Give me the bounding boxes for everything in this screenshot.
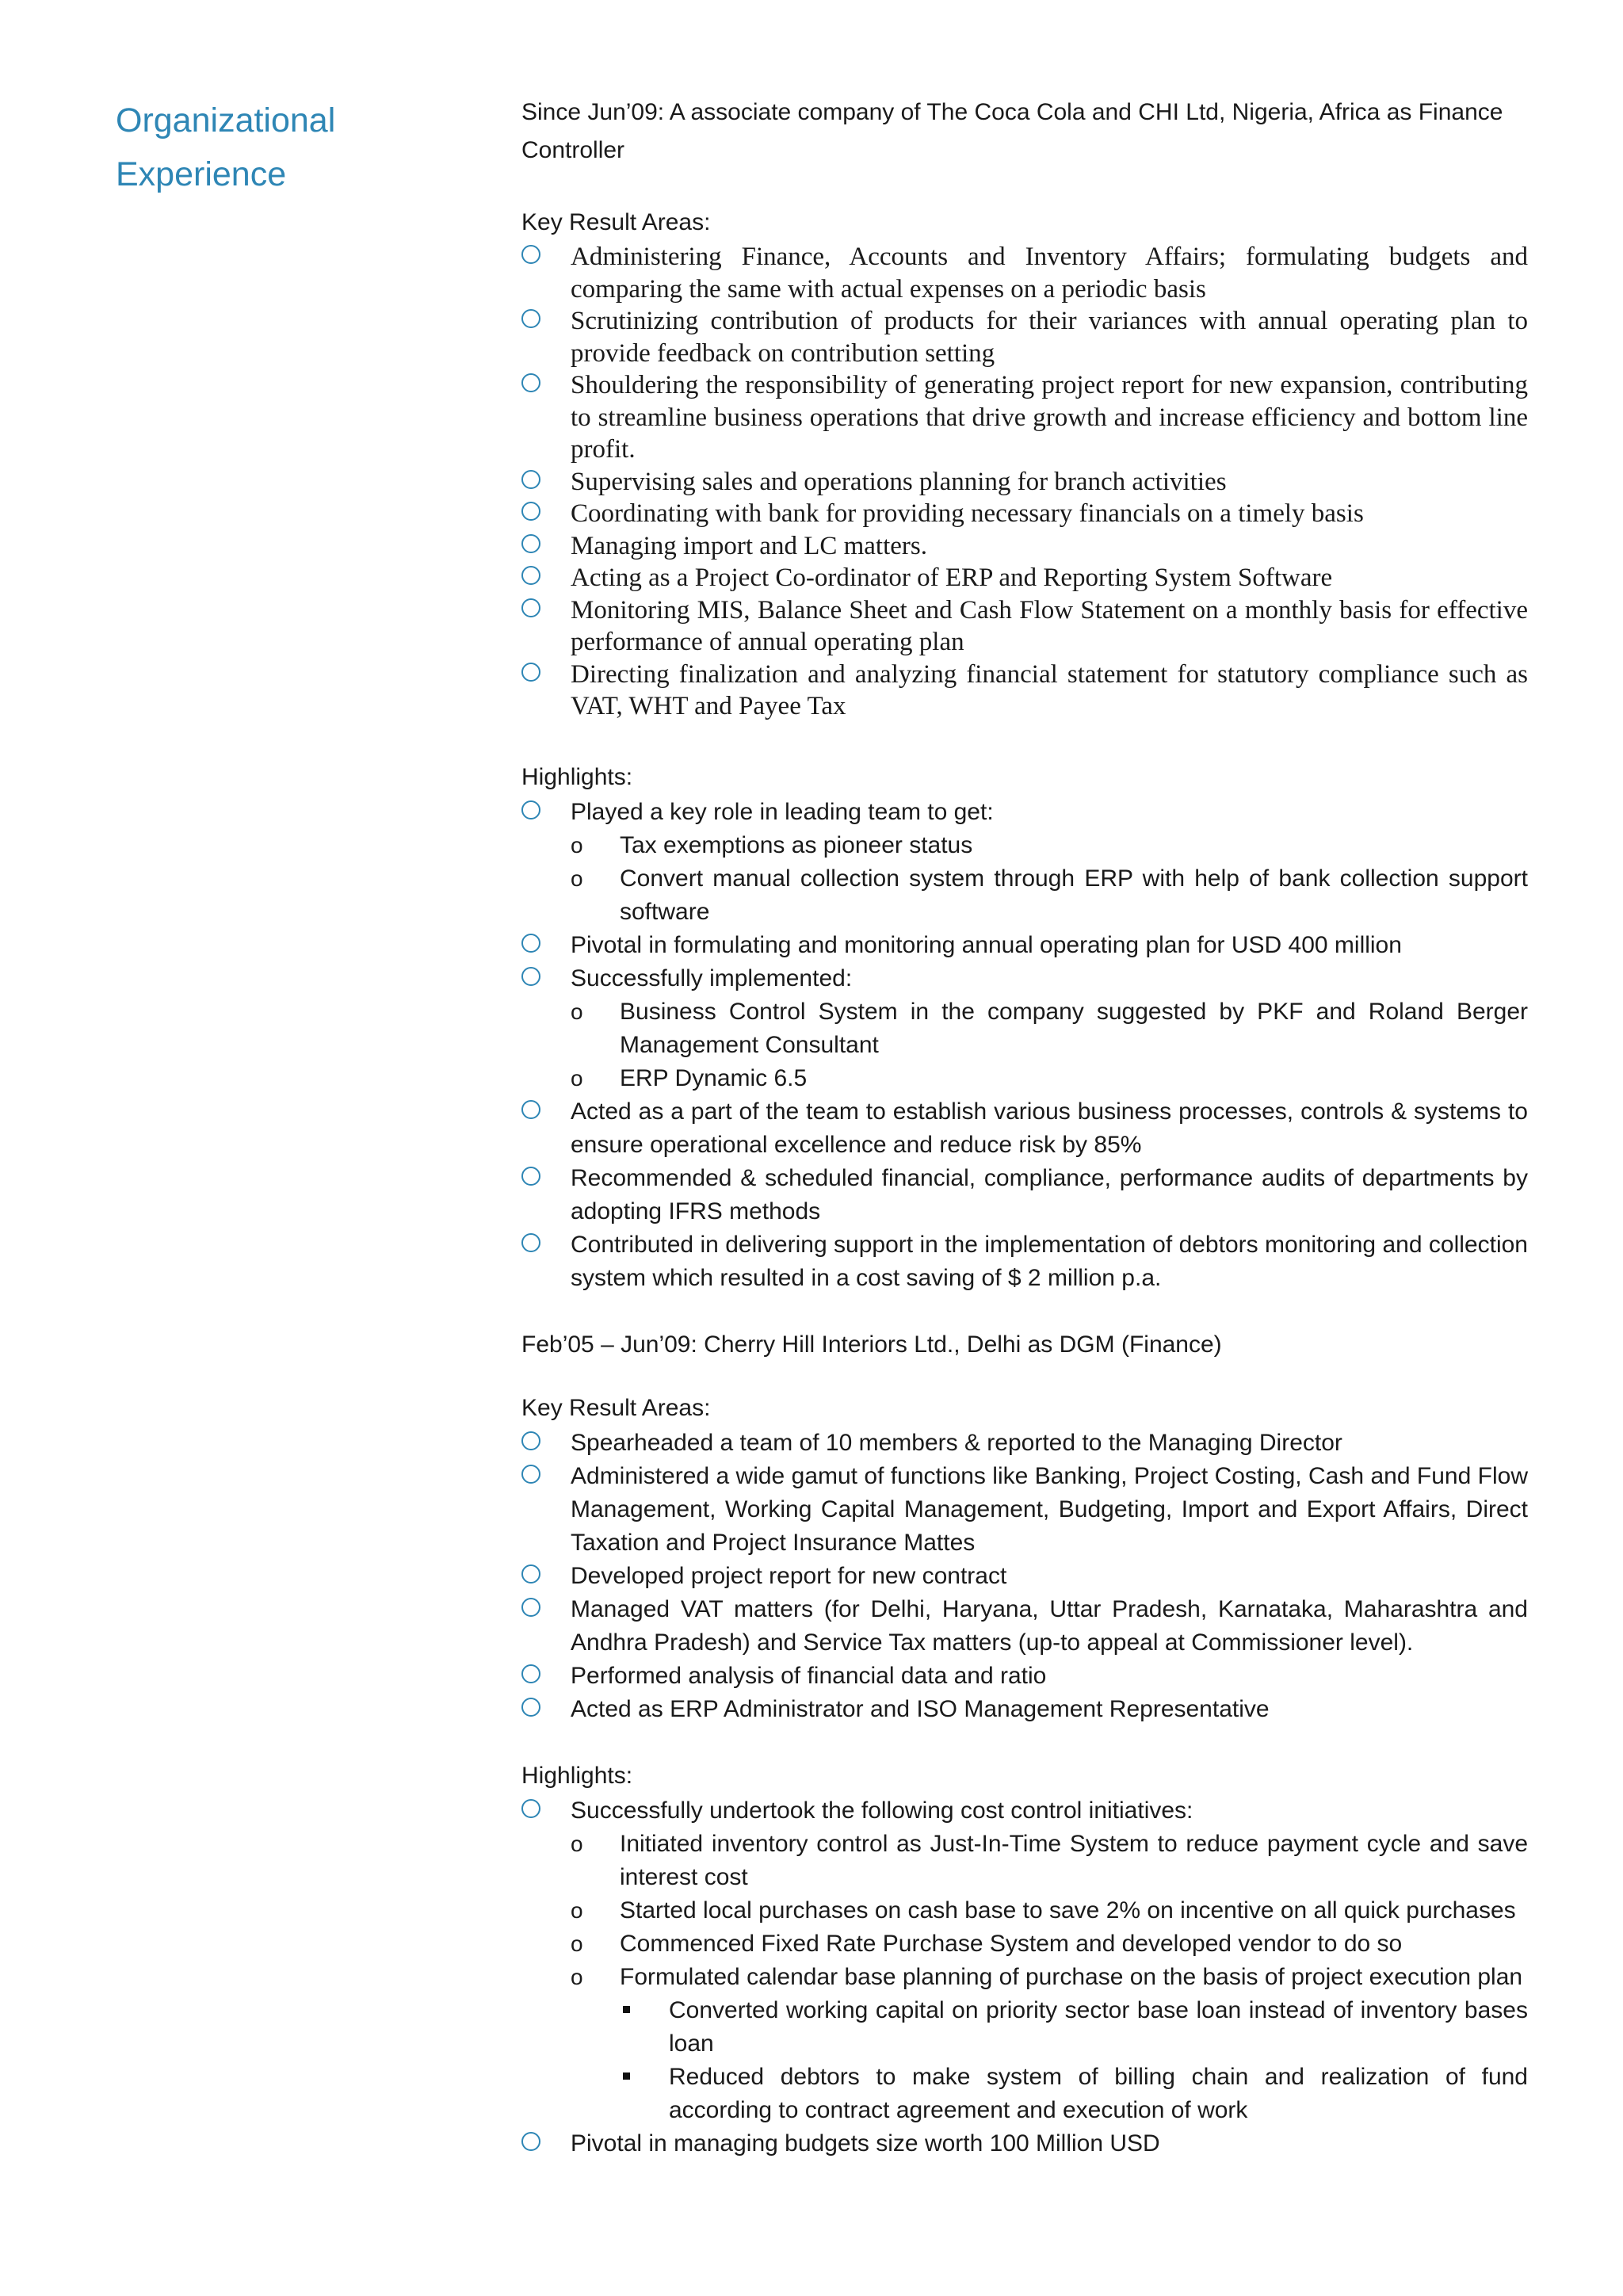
o-bullet-icon: o [571, 1931, 583, 1956]
list-item: Recommended & scheduled financial, compliance, performance audits of departments by adopting IFRS methods [521, 1162, 1528, 1228]
o-bullet-icon: o [571, 1065, 583, 1091]
list-item: Developed project report for new contract [521, 1560, 1528, 1593]
square-bullet-icon [623, 2006, 630, 2013]
list-item: Monitoring MIS, Balance Sheet and Cash Flow Statement on a monthly basis for effective performance of annual operating plan [521, 594, 1528, 659]
sub-list-item: o Initiated inventory control as Just-In-Time System to reduce payment cycle and save interest cost [571, 1828, 1528, 1894]
circle-outline-icon [521, 245, 540, 264]
job1-kra-list [521, 241, 1528, 723]
list-item: Played a key role in leading team to get: o Tax exemptions as pioneer status o Convert manual collection system through ERP with help of bank collection support software [521, 796, 1528, 929]
circle-outline-icon [521, 663, 540, 682]
circle-outline-icon [521, 967, 540, 986]
circle-outline-icon [521, 934, 540, 953]
section-label: Organizational Experience [116, 101, 336, 193]
square-bullet-icon [623, 2073, 630, 2080]
circle-outline-icon [521, 534, 540, 553]
sub-sub-list-item: Reduced debtors to make system of billing chain and realization of fund according to contract agreement and execution of work [620, 2061, 1528, 2127]
circle-outline-icon [521, 373, 540, 392]
list-item: Acted as ERP Administrator and ISO Management Representative [521, 1693, 1528, 1726]
o-bullet-icon: o [571, 1964, 583, 1989]
job1-highlights-heading: Highlights: [521, 763, 633, 790]
circle-outline-icon [521, 566, 540, 585]
sub-list-item: o Started local purchases on cash base to save 2% on incentive on all quick purchases [571, 1894, 1528, 1927]
list-item: Managing import and LC matters. [521, 530, 1528, 563]
circle-outline-icon [521, 1233, 540, 1252]
o-bullet-icon: o [571, 832, 583, 858]
list-item: Successfully implemented: o Business Control System in the company suggested by PKF and Roland Berger Management Consultant o ERP Dynamic 6.5 [521, 962, 1528, 1095]
job2-highlights-heading: Highlights: [521, 1762, 633, 1789]
list-item: Acted as a part of the team to establish various business processes, controls & systems to ensure operational excellence and reduce risk by 85% [521, 1095, 1528, 1162]
circle-outline-icon [521, 1698, 540, 1717]
list-item: Administering Finance, Accounts and Inventory Affairs; formulating budgets and comparing the same with actual expenses on a periodic basis [521, 241, 1528, 305]
circle-outline-icon [521, 1167, 540, 1186]
circle-outline-icon [521, 1100, 540, 1119]
sub-list-item: o Business Control System in the company suggested by PKF and Roland Berger Management Consultant [571, 995, 1528, 1062]
sub-sub-list-item: Converted working capital on priority sector base loan instead of inventory bases loan [620, 1994, 1528, 2061]
list-item: Scrutinizing contribution of products for their variances with annual operating plan to provide feedback on contribution setting [521, 305, 1528, 369]
sub-list-item: o Formulated calendar base planning of purchase on the basis of project execution plan Converted working capital on priority sector base loan instead of inventory bases loan Reduced debtors to make system of billing chain and realization of fund according to contract agreement and execution of work [571, 1961, 1528, 2127]
job2-kra-list [521, 1427, 1528, 1726]
sub-list-item: o Convert manual collection system through ERP with help of bank collection support software [571, 862, 1528, 929]
list-item: Supervising sales and operations planning for branch activities [521, 466, 1528, 499]
o-bullet-icon: o [571, 999, 583, 1024]
sub-sub-list [620, 1994, 1528, 2127]
list-item: Administered a wide gamut of functions like Banking, Project Costing, Cash and Fund Flow Management, Working Capital Management, Budgeting, Import and Export Affairs, Direct Taxation and Project Insurance Mattes [521, 1460, 1528, 1560]
sub-list-item: o Tax exemptions as pioneer status [571, 829, 1528, 862]
job1-highlights-list [521, 796, 1528, 1295]
circle-outline-icon [521, 2132, 540, 2151]
sub-list-item: o ERP Dynamic 6.5 [571, 1062, 1528, 1095]
circle-outline-icon [521, 598, 540, 617]
experience-content [521, 94, 1528, 2160]
list-item: Managed VAT matters (for Delhi, Haryana, Uttar Pradesh, Karnataka, Maharashtra and Andhra Pradesh) and Service Tax matters (up-to appeal at Commissioner level). [521, 1593, 1528, 1660]
job2-kra-heading: Key Result Areas: [521, 1394, 711, 1421]
list-item: Spearheaded a team of 10 members & reported to the Managing Director [521, 1427, 1528, 1460]
o-bullet-icon: o [571, 865, 583, 891]
job1-title: Since Jun’09: A associate company of The Coca Cola and CHI Ltd, Nigeria, Africa as Finance Controller [521, 99, 1503, 163]
list-item: Successfully undertook the following cost control initiatives: o Initiated inventory control as Just-In-Time System to reduce payment cycle and save interest cost o Started local purchases on cash base to save 2% on incentive on all quick purchases o Commenced Fixed Rate Purchase System and developed vendor to do so o Formulated calendar base planning of purchase on the basis of project execution plan Converted working capital on priority sector base loan instead of inventory bases loan Reduced debtors to make system of billing chain and realization of fund according to contract agreement and execution of work [521, 1794, 1528, 2127]
circle-outline-icon [521, 800, 540, 819]
circle-outline-icon [521, 1431, 540, 1450]
circle-outline-icon [521, 1465, 540, 1484]
list-item: Contributed in delivering support in the implementation of debtors monitoring and collection system which resulted in a cost saving of $ 2 million p.a. [521, 1228, 1528, 1295]
list-item: Pivotal in managing budgets size worth 100 Million USD [521, 2127, 1528, 2160]
list-item: Coordinating with bank for providing necessary financials on a timely basis [521, 498, 1528, 530]
circle-outline-icon [521, 1564, 540, 1584]
o-bullet-icon: o [571, 1831, 583, 1856]
job2-title: Feb’05 – Jun’09: Cherry Hill Interiors Ltd., Delhi as DGM (Finance) [521, 1331, 1222, 1358]
job2-highlights-list [521, 1794, 1528, 2160]
circle-outline-icon [521, 309, 540, 328]
sub-list [571, 995, 1528, 1095]
list-item: Acting as a Project Co-ordinator of ERP and Reporting System Software [521, 562, 1528, 594]
circle-outline-icon [521, 502, 540, 521]
job1-kra-heading: Key Result Areas: [521, 209, 711, 235]
circle-outline-icon [521, 1799, 540, 1818]
list-item: Performed analysis of financial data and ratio [521, 1660, 1528, 1693]
circle-outline-icon [521, 1664, 540, 1683]
list-item: Pivotal in formulating and monitoring annual operating plan for USD 400 million [521, 929, 1528, 962]
sub-list [571, 829, 1528, 929]
sub-list-item: o Commenced Fixed Rate Purchase System and developed vendor to do so [571, 1927, 1528, 1961]
o-bullet-icon: o [571, 1897, 583, 1923]
list-item: Directing finalization and analyzing financial statement for statutory compliance such as VAT, WHT and Payee Tax [521, 659, 1528, 723]
circle-outline-icon [521, 470, 540, 489]
list-item: Shouldering the responsibility of generating project report for new expansion, contributing to streamline business operations that drive growth and increase efficiency and bottom line profit. [521, 369, 1528, 466]
sub-list [571, 1828, 1528, 2127]
circle-outline-icon [521, 1598, 540, 1617]
